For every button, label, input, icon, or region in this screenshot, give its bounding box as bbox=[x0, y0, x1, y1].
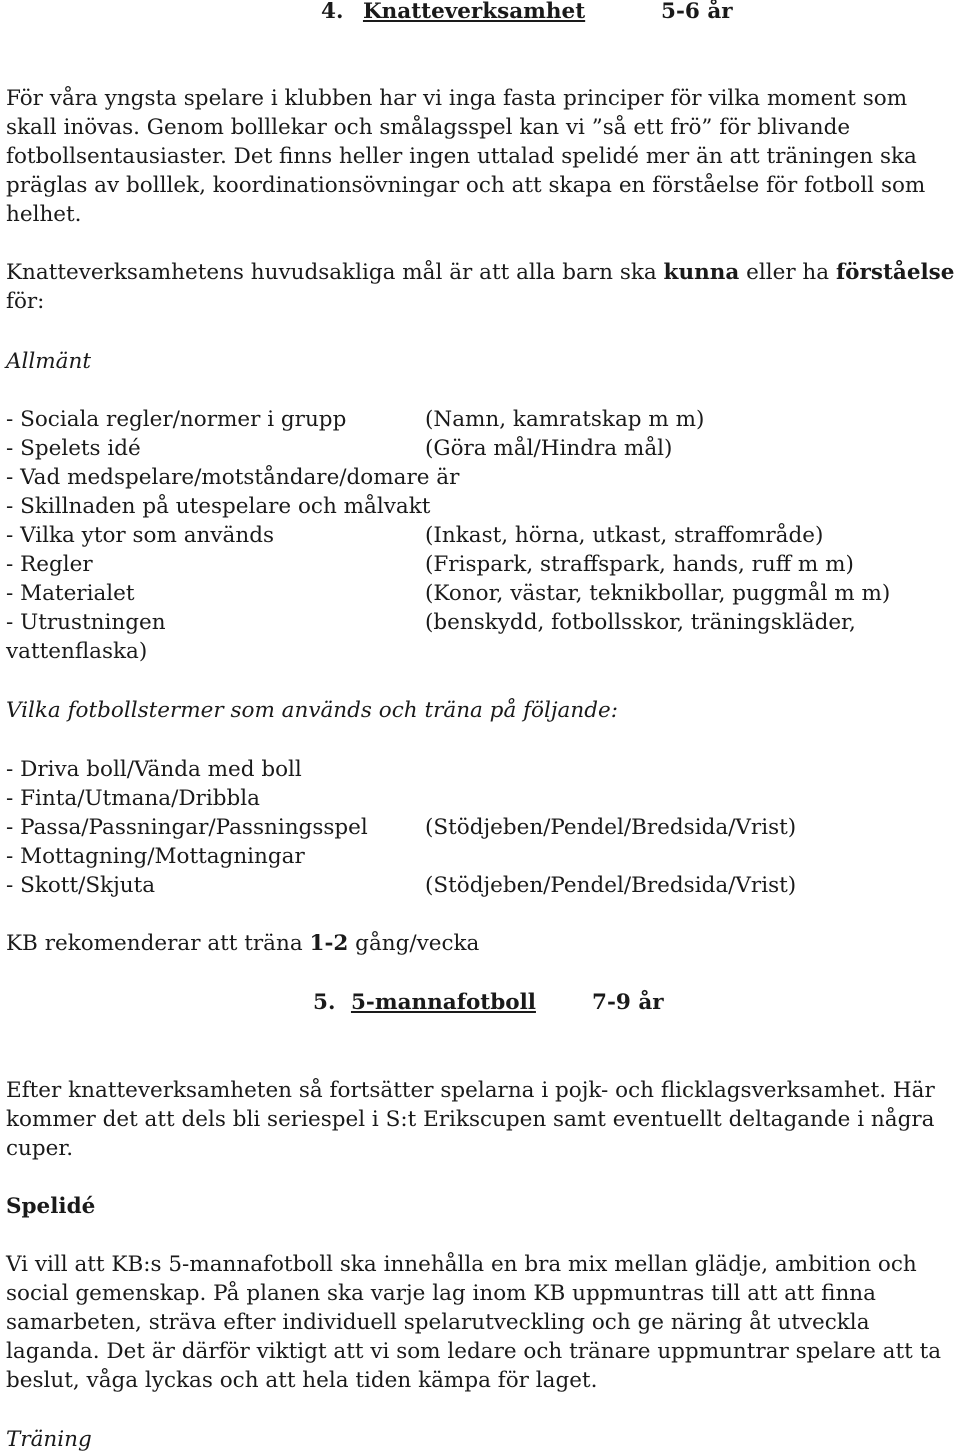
list-item bbox=[6, 550, 956, 579]
list-item-note: (Stödjeben/Pendel/Bredsida/Vrist) bbox=[425, 815, 797, 840]
list-item-note: (Göra mål/Hindra mål) bbox=[425, 436, 673, 461]
recommend-frequency: 1-2 bbox=[309, 931, 349, 956]
goal-bold-forstaelse: förståelse bbox=[835, 260, 955, 285]
section-4-heading bbox=[321, 0, 733, 26]
list-item-text: - Finta/Utmana/Dribbla bbox=[6, 786, 260, 811]
list-item-text: - Materialet bbox=[6, 581, 135, 606]
list-item-text: - Mottagning/Mottagningar bbox=[6, 844, 305, 869]
spelide-heading: Spelidé bbox=[6, 1194, 96, 1219]
list-item bbox=[6, 813, 956, 842]
list-item bbox=[6, 842, 956, 871]
list-item bbox=[6, 492, 956, 521]
terms-heading: Vilka fotbollstermer som används och träna på följande: bbox=[6, 698, 618, 723]
list-item bbox=[6, 521, 956, 550]
section-5-title: 5-mannafotboll bbox=[350, 990, 536, 1015]
list-item-note: (Namn, kamratskap m m) bbox=[425, 407, 705, 432]
recommend-text-post: gång/vecka bbox=[348, 931, 480, 956]
list-item-note: (Stödjeben/Pendel/Bredsida/Vrist) bbox=[425, 873, 797, 898]
section-5-ages: 7-9 år bbox=[592, 990, 664, 1015]
list-item-text: - Driva boll/Vända med boll bbox=[6, 757, 302, 782]
list-item-note: (Frispark, straffspark, hands, ruff m m) bbox=[425, 552, 854, 577]
list-item bbox=[6, 608, 956, 637]
recommendation-line bbox=[6, 929, 479, 958]
list-item-text: - Spelets idé bbox=[6, 436, 141, 461]
list-item-note: (Inkast, hörna, utkast, straffområde) bbox=[425, 523, 824, 548]
recommend-text-pre: KB rekomenderar att träna bbox=[6, 931, 310, 956]
intro-paragraph: För våra yngsta spelare i klubben har vi inga fasta principer för vilka moment som skall inövas. Genom bolllekar och smålagsspel kan vi ”så ett frö” för blivande fotbollsentausiaster. Det finns heller ingen uttalad spelidé mer än att träningen ska präglas av bolllek, koordinationsövningar och att skapa en förståelse för fotboll som helhet. bbox=[6, 86, 926, 227]
list-item bbox=[6, 405, 956, 434]
section-5-intro: Efter knatteverksamheten så fortsätter spelarna i pojk- och flicklagsverksamhet. Här kommer det att dels bli seriespel i S:t Erikscupen samt eventuellt deltagande i några cuper. bbox=[6, 1078, 935, 1161]
goal-text-pre: Knatteverksamhetens huvudsakliga mål är att alla barn ska bbox=[6, 260, 664, 285]
section-5-heading bbox=[313, 988, 664, 1017]
list-item bbox=[6, 434, 956, 463]
list-item-text: - Regler bbox=[6, 552, 93, 577]
section-4-ages: 5-6 år bbox=[661, 0, 733, 24]
allmant-heading: Allmänt bbox=[6, 349, 91, 374]
goal-text-post: för: bbox=[6, 289, 45, 314]
list-item-text: - Passa/Passningar/Passningsspel bbox=[6, 815, 368, 840]
list-item-note: (Konor, västar, teknikbollar, puggmål m m) bbox=[425, 581, 891, 606]
goal-text-mid: eller ha bbox=[739, 260, 836, 285]
list-item bbox=[6, 463, 956, 492]
list-item-note: (benskydd, fotbollsskor, träningskläder, bbox=[425, 610, 856, 635]
list-item-text: - Utrustningen bbox=[6, 610, 166, 635]
list-item-text: - Skott/Skjuta bbox=[6, 873, 156, 898]
spelide-paragraph: Vi vill att KB:s 5-mannafotboll ska innehålla en bra mix mellan glädje, ambition och social gemenskap. På planen ska varje lag inom KB uppmuntras till att att finna samarbeten, sträva efter individuell spelarutveckling och ge näring åt utveckla laganda. Det är därför viktigt att vi som ledare och tränare uppmuntrar spelare att ta beslut, våga lyckas och att hela tiden kämpa för laget. bbox=[6, 1252, 942, 1393]
section-5-number: 5. bbox=[313, 990, 336, 1015]
list-item-text: - Sociala regler/normer i grupp bbox=[6, 407, 347, 432]
list-item bbox=[6, 871, 956, 900]
goal-paragraph bbox=[6, 258, 956, 316]
goal-bold-kunna: kunna bbox=[663, 260, 740, 285]
section-4-number: 4. bbox=[321, 0, 344, 24]
list-item-text: - Vad medspelare/motståndare/domare är bbox=[6, 465, 460, 490]
list-item bbox=[6, 579, 956, 608]
traning-heading: Träning bbox=[6, 1427, 92, 1452]
list-item-continuation bbox=[6, 637, 956, 666]
list-item bbox=[6, 784, 956, 813]
list-item-text: - Vilka ytor som används bbox=[6, 523, 274, 548]
list-item bbox=[6, 755, 956, 784]
list-item-text: vattenflaska) bbox=[6, 639, 148, 664]
section-4-title: Knatteverksamhet bbox=[362, 0, 586, 24]
list-item-text: - Skillnaden på utespelare och målvakt bbox=[6, 494, 431, 519]
